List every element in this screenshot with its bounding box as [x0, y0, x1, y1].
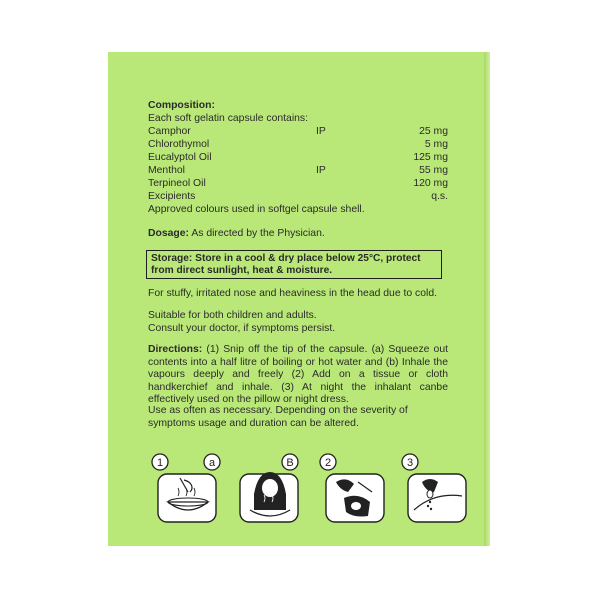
dosage-text: As directed by the Physician. — [191, 228, 325, 239]
step-sub-label: B — [286, 457, 294, 469]
ingredient-name: Terpineol Oil — [148, 178, 206, 189]
ingredient-amount: 25 mg — [419, 126, 448, 137]
ingredient-row — [148, 139, 448, 152]
usage-text: Use as often as necessary. Depending on the severity of symptoms usage and duration can be altered. — [148, 405, 408, 429]
ingredient-row — [148, 165, 448, 178]
suitability-line: Suitable for both children and adults. — [148, 310, 317, 321]
ingredient-amount: 5 mg — [424, 139, 448, 150]
ingredient-name: Chlorothymol — [148, 139, 210, 150]
colours-note: Approved colours used in softgel capsule shell. — [148, 204, 365, 215]
ingredient-amount: 120 mg — [413, 178, 448, 189]
dosage-line — [148, 228, 448, 241]
step-sub-label: a — [208, 457, 216, 469]
composition-intro: Each soft gelatin capsule contains: — [148, 113, 308, 124]
step-1-illustration — [150, 452, 222, 520]
package-edge — [484, 52, 490, 546]
step-number: 2 — [324, 457, 332, 469]
step-number: 3 — [406, 457, 414, 469]
ingredient-row — [148, 178, 448, 191]
ingredient-amount: q.s. — [431, 191, 448, 202]
ingredient-standard: IP — [316, 126, 326, 137]
indication-text: For stuffy, irritated nose and heaviness in the head due to cold. — [148, 288, 437, 299]
ingredient-amount: 55 mg — [419, 165, 448, 176]
ingredient-name: Excipients — [148, 191, 196, 202]
step-3-illustration — [400, 452, 472, 520]
ingredient-row — [148, 191, 448, 204]
directions-text: (1) Snip off the tip of the capsule. (a) Squeeze out contents into a half litre of boiling or hot water and (b) Inhale the vapours deeply and freely (2) Add on a tissue or cloth handkerchief and inhale. (3) At night the inhalant canbe effectively used on the pillow or night dress. — [148, 344, 449, 406]
ingredient-name: Camphor — [148, 126, 191, 137]
step-number: 1 — [156, 457, 164, 469]
ingredient-name: Eucalyptol Oil — [148, 152, 212, 163]
storage-box: Storage: Store in a cool & dry place below 25°C, protect from direct sunlight, heat & moisture. — [146, 250, 442, 279]
composition-title: Composition: — [148, 100, 215, 111]
step-2-illustration — [318, 452, 390, 520]
ingredient-row — [148, 152, 448, 165]
directions-block — [148, 344, 448, 407]
ingredient-standard: IP — [316, 165, 326, 176]
consult-line: Consult your doctor, if symptoms persist. — [148, 323, 336, 334]
ingredient-row — [148, 126, 448, 139]
directions-label: Directions: — [148, 344, 203, 355]
ingredient-amount: 125 mg — [413, 152, 448, 163]
dosage-label: Dosage: — [148, 228, 189, 239]
step-b-illustration — [236, 452, 308, 520]
ingredient-name: Menthol — [148, 165, 185, 176]
